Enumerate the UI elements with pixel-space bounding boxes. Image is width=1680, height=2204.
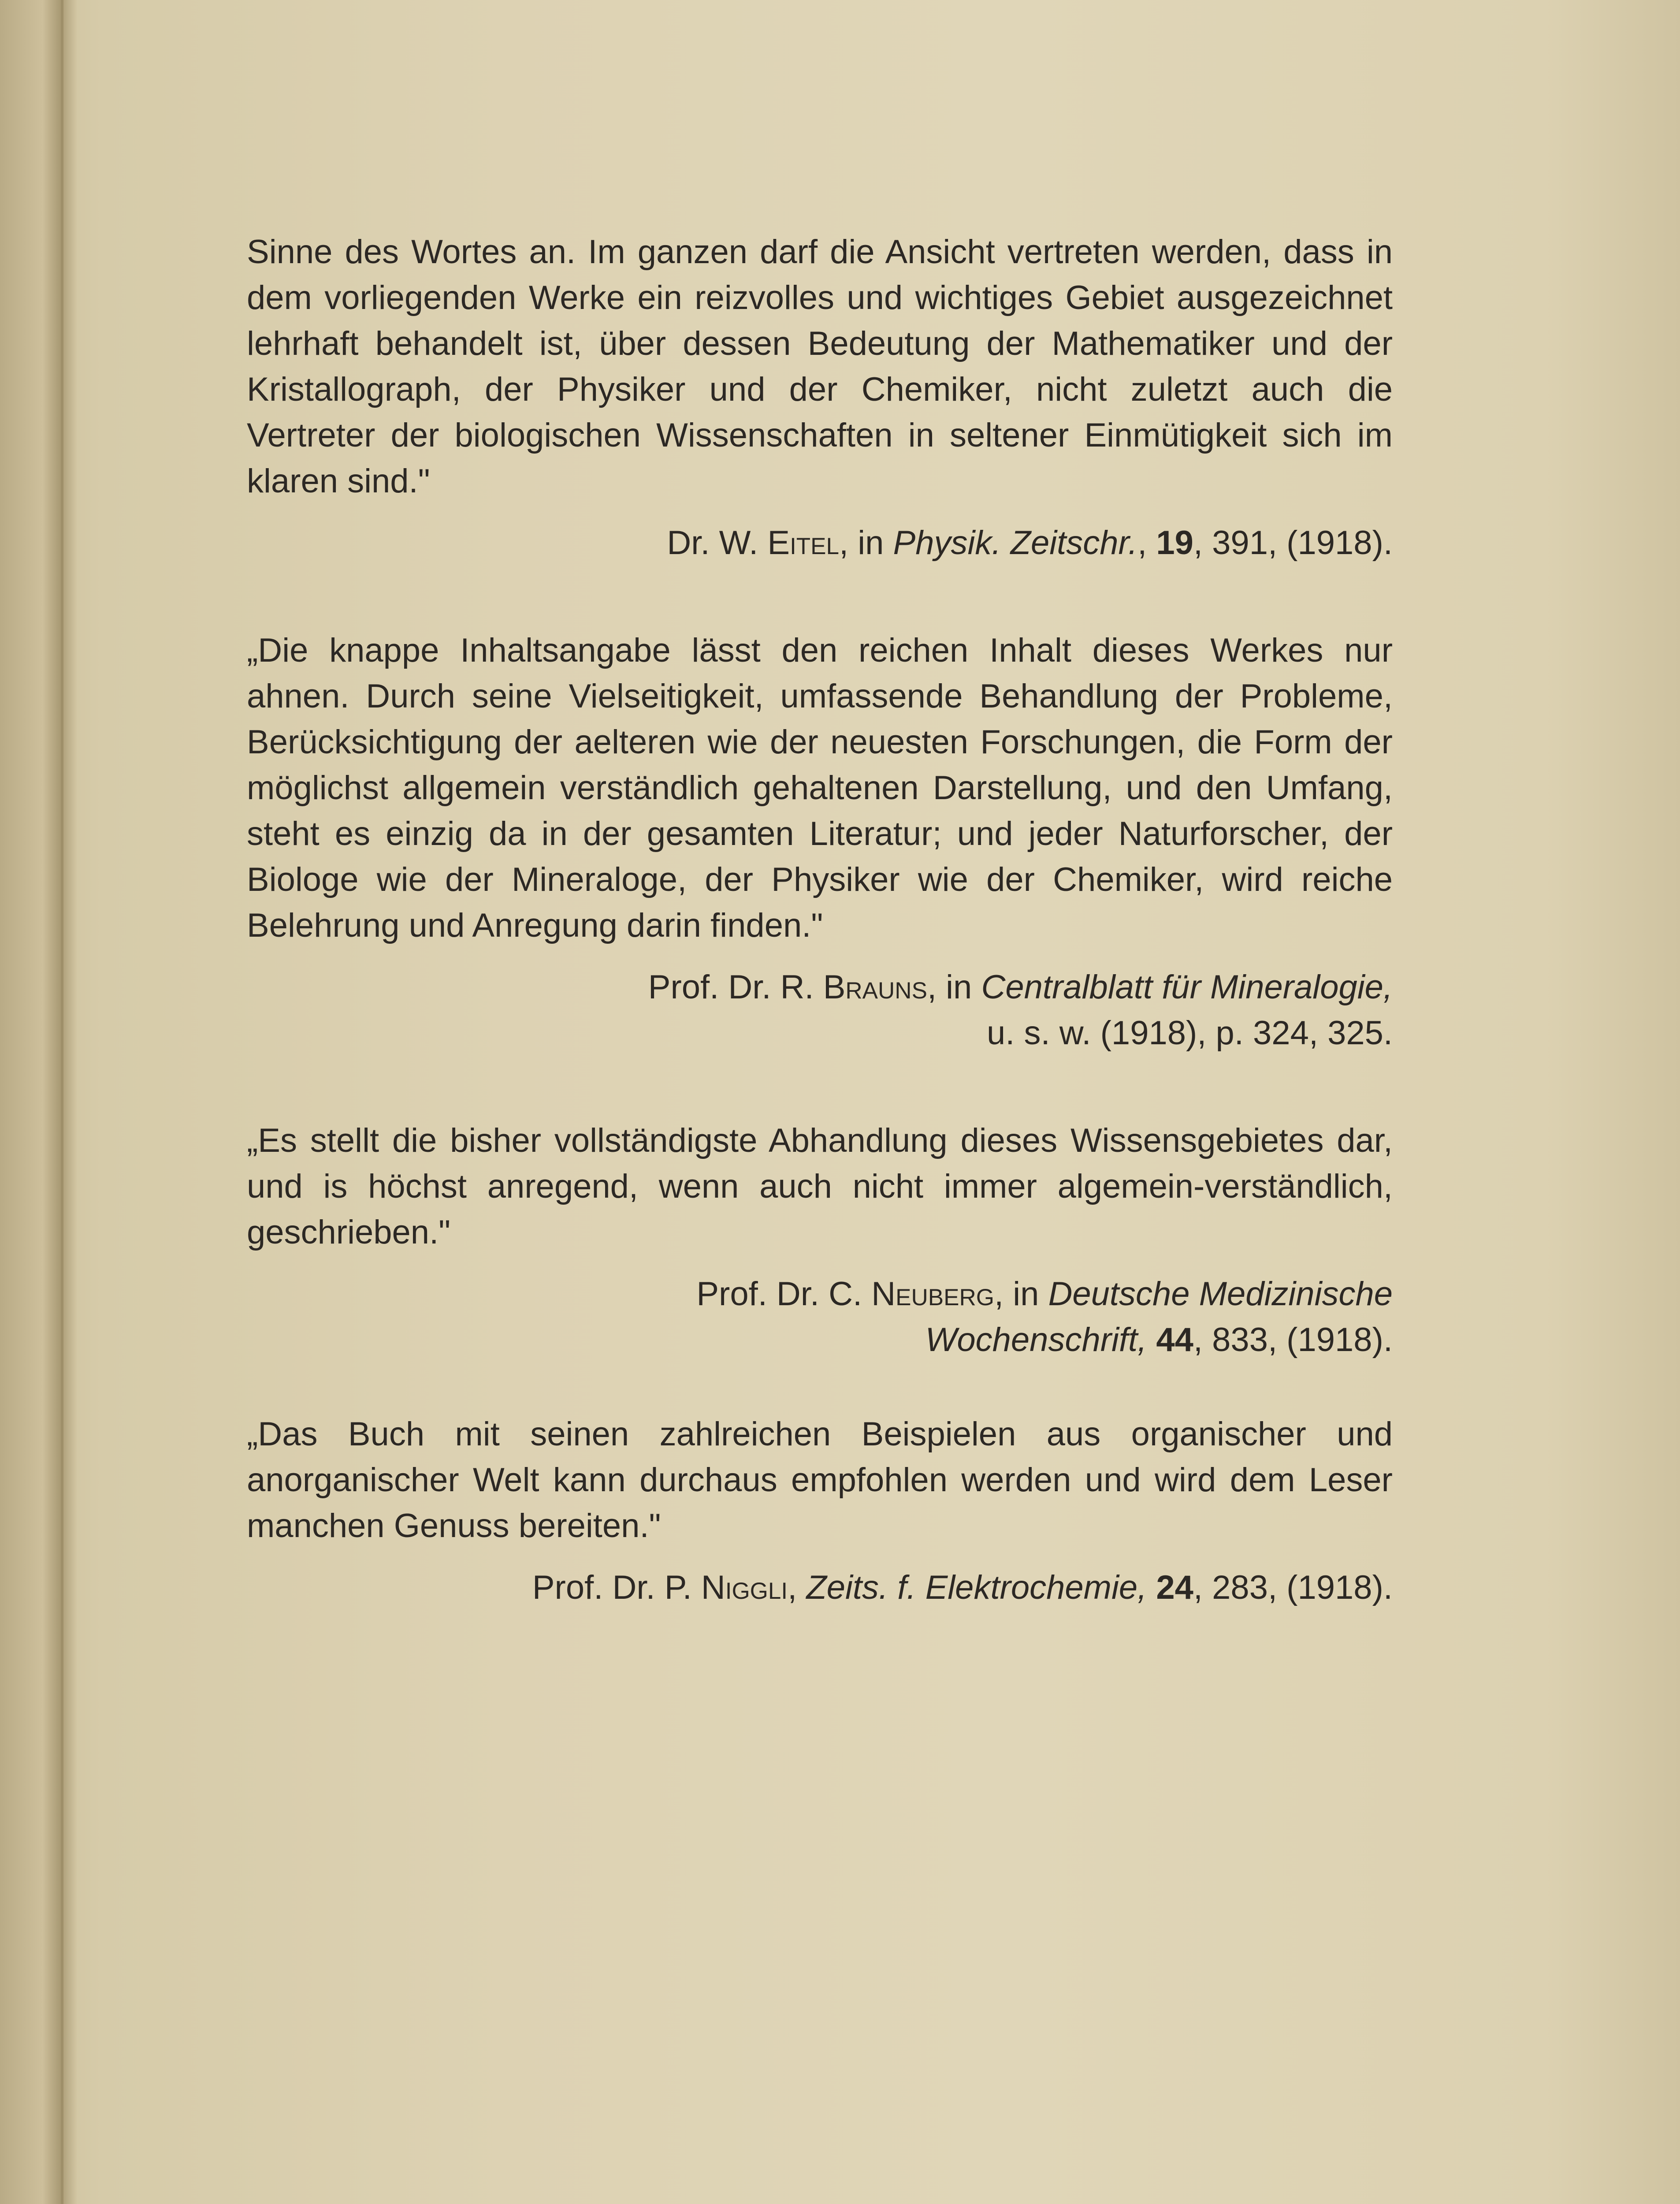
spacer bbox=[247, 1363, 1393, 1411]
review-citation-2 bbox=[247, 964, 1393, 1056]
review-text-2: „Die knappe Inhaltsangabe lässt den reichen Inhalt dieses Werkes nur ahnen. Durch seine Vielseitigkeit, umfassende Behandlung der Probleme, Berücksichtigung der aelteren wie der neuesten Forschungen, die Form der möglichst allgemein verständlich gehaltenen Darstellung, und den Umfang, steht es einzig da in der gesamten Literatur; und jeder Naturforscher, der Biologe wie der Mineraloge, der Physiker wie der Chemiker, wird reiche Belehrung und Anregung darin finden." bbox=[247, 632, 1393, 944]
citation-prefix: Dr. W. bbox=[667, 524, 768, 562]
citation-author: Neuberg bbox=[871, 1275, 994, 1313]
citation-author: Brauns bbox=[823, 968, 927, 1006]
citation-mid: , in bbox=[927, 968, 981, 1006]
citation-mid: , bbox=[788, 1569, 807, 1606]
citation-volume: 19 bbox=[1156, 524, 1193, 562]
review-text-4: „Das Buch mit seinen zahlreichen Beispielen aus organischer und anorganischer Welt kann durchaus empfohlen werden und wird dem Leser manchen Genuss bereiten." bbox=[247, 1415, 1393, 1545]
citation-prefix: Prof. Dr. P. bbox=[532, 1569, 701, 1606]
citation-journal: Zeits. f. Elektrochemie, bbox=[806, 1569, 1147, 1606]
citation-line2: u. s. w. (1918), p. 324, 325. bbox=[986, 1014, 1393, 1052]
citation-sep bbox=[1147, 1569, 1156, 1606]
citation-prefix: Prof. Dr. R. bbox=[648, 968, 823, 1006]
citation-mid: , in bbox=[994, 1275, 1048, 1313]
citation-rest: , 283, (1918). bbox=[1193, 1569, 1393, 1606]
citation-journal-line2: Wochenschrift, bbox=[925, 1321, 1147, 1359]
citation-journal: Centralblatt für Mineralogie, bbox=[981, 968, 1393, 1006]
review-citation-4 bbox=[247, 1565, 1393, 1611]
review-citation-1 bbox=[247, 520, 1393, 566]
citation-mid: , in bbox=[839, 524, 893, 562]
citation-sep bbox=[1147, 1321, 1156, 1359]
citation-volume: 44 bbox=[1156, 1321, 1193, 1359]
spacer bbox=[247, 1056, 1393, 1118]
review-text-1: Sinne des Wortes an. Im ganzen darf die Ansicht vertreten werden, dass in dem vorliegenden Werke ein reizvolles und wichtiges Gebiet ausgezeichnet lehrhaft behandelt ist, über dessen Bedeutung der Mathematiker und der Kristallograph, der Physiker und der Chemiker, nicht zuletzt auch die Vertreter der biologischen Wissenschaften in seltener Einmütigkeit sich im klaren sind." bbox=[247, 233, 1393, 500]
review-citation-3 bbox=[247, 1271, 1393, 1363]
citation-volume: 24 bbox=[1156, 1569, 1193, 1606]
book-spine bbox=[0, 0, 77, 2204]
citation-journal: Deutsche Medizinische bbox=[1048, 1275, 1393, 1313]
citation-author: Eitel bbox=[767, 524, 839, 562]
citation-author: Niggli bbox=[701, 1569, 788, 1606]
review-text-3: „Es stellt die bisher vollständigste Abhandlung dieses Wissensgebietes dar, und is höchst anregend, wenn auch nicht immer algemein-verständlich, geschrieben." bbox=[247, 1122, 1393, 1251]
citation-journal: Physik. Zeitschr. bbox=[893, 524, 1138, 562]
review-quotes bbox=[247, 229, 1393, 1611]
citation-rest: , 833, (1918). bbox=[1193, 1321, 1393, 1359]
spacer bbox=[247, 566, 1393, 628]
spine-fold-line bbox=[61, 0, 63, 2204]
citation-prefix: Prof. Dr. C. bbox=[696, 1275, 872, 1313]
citation-rest: , 391, (1918). bbox=[1193, 524, 1393, 562]
citation-sep: , bbox=[1137, 524, 1156, 562]
